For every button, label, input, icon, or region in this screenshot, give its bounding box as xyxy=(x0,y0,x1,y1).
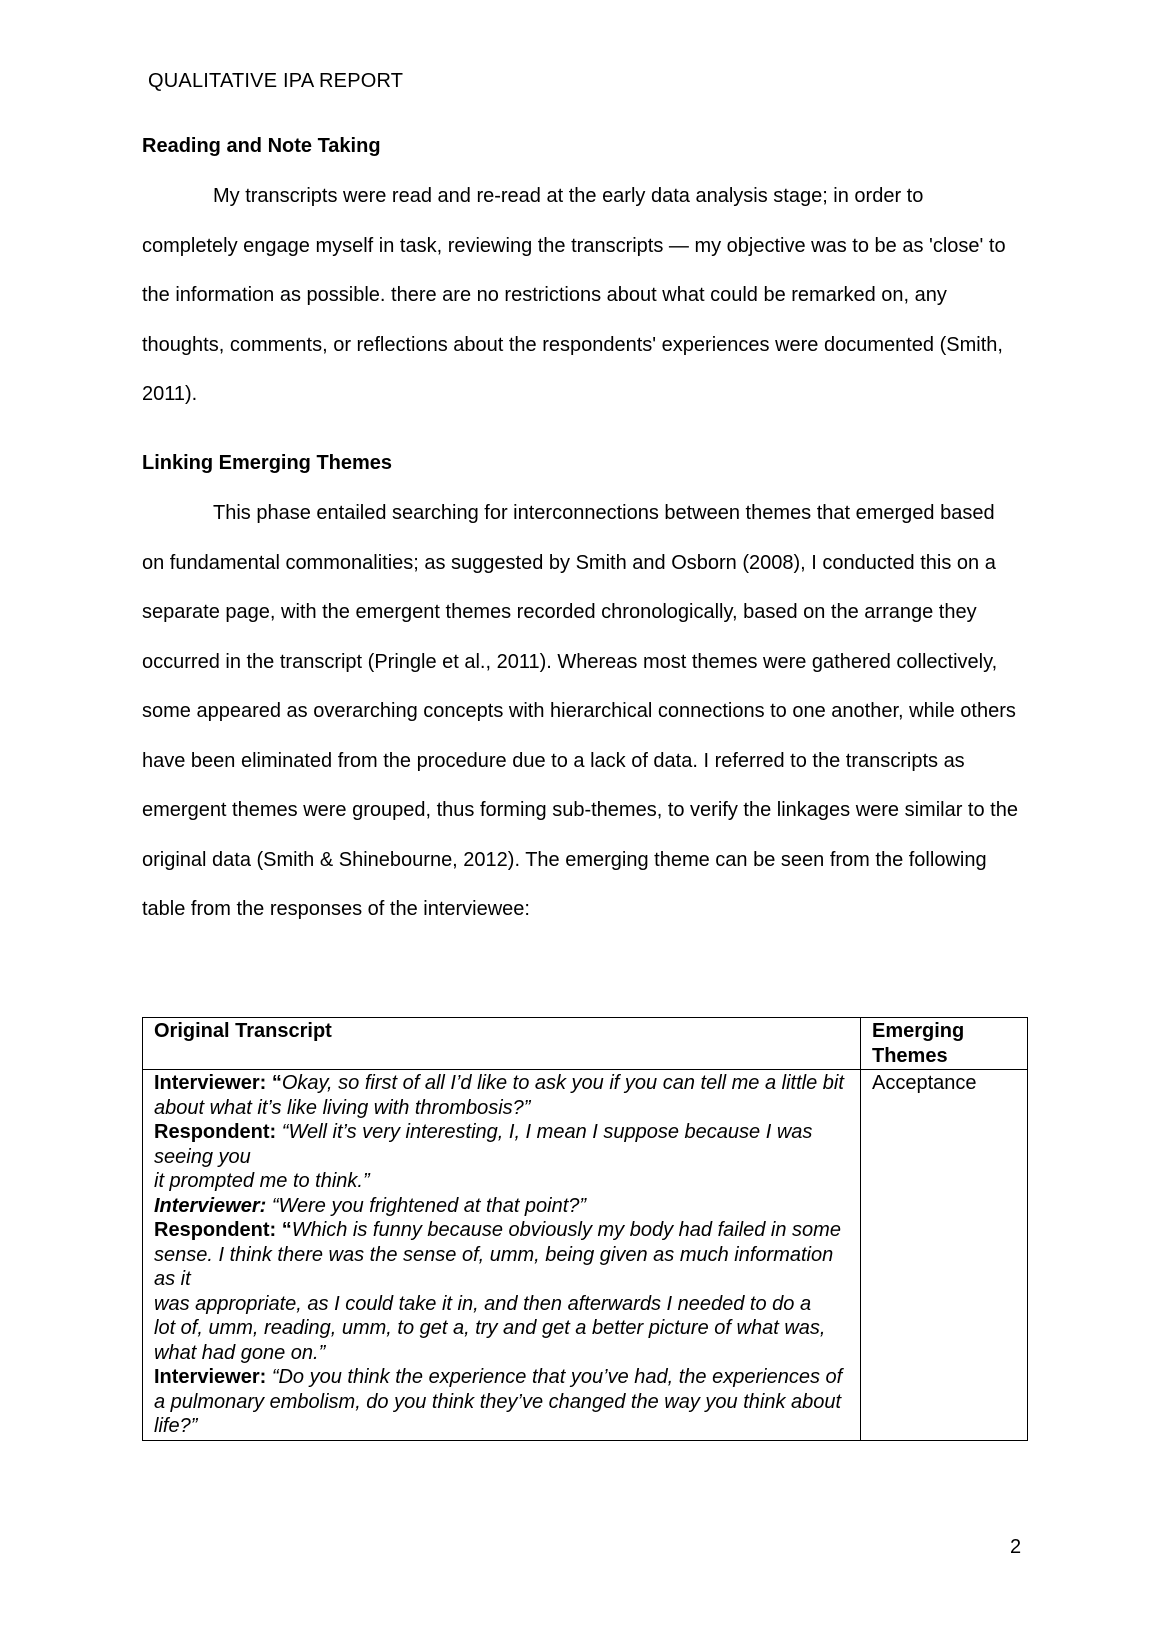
section-heading-linking: Linking Emerging Themes xyxy=(142,452,393,474)
table-row xyxy=(143,1070,1028,1441)
speaker-label: Respondent: xyxy=(154,1219,277,1241)
table-header-row xyxy=(143,1018,1028,1070)
quote-text: “Were you frightened at that point?” xyxy=(271,1194,587,1217)
page-number: 2 xyxy=(1010,1536,1022,1558)
header-emerging-themes: Emerging Themes xyxy=(861,1018,1028,1070)
speaker-label: Respondent: xyxy=(154,1121,277,1143)
paragraph-reading: My transcripts were read and re-read at the early data analysis stage; in order to completely engage myself in task, reviewing the transcripts — my objective was to be as 'close' to the information as possible. there are no restrictions about what could be remarked on, any thoughts, comments, or reflections about the respondents' experiences were documented (Smith, 2011). xyxy=(142,185,1006,405)
transcript-cell xyxy=(143,1070,861,1441)
transcript-line: lot of, umm, reading, umm, to get a, try and get a better picture of what was, xyxy=(154,1317,826,1339)
transcript-line: was appropriate, as I could take it in, and then afterwards I needed to do a xyxy=(154,1292,812,1315)
speaker-label: Interviewer: xyxy=(154,1366,267,1388)
transcript-line: what had gone on.” xyxy=(154,1341,326,1364)
transcript-line xyxy=(154,1071,850,1120)
transcript-line xyxy=(154,1120,850,1169)
speaker-label: Interviewer: xyxy=(154,1194,267,1217)
paragraph-linking: This phase entailed searching for interconnections between themes that emerged based on fundamental commonalities; as suggested by Smith and Osborn (2008), I conducted this on a separate page, with the emergent themes recorded chronologically, based on the arrange they occurred in the transcript (Pringle et al., 2011). Whereas most themes were gathered collectively, some appeared as overarching concepts with hierarchical connections to one another, while others have been eliminated from the procedure due to a lack of data. I referred to the transcripts as emergent themes were grouped, thus forming sub-themes, to verify the linkages were similar to the original data (Smith & Shinebourne, 2012). The emerging theme can be seen from the following table from the responses of the interviewee: xyxy=(142,502,1018,920)
quote-text: “Do you think the experience that you’ve had, the experiences of a pulmonary embolism, do you think they’ve changed the way you think about life?” xyxy=(154,1366,843,1437)
emerging-themes-table xyxy=(142,1017,1028,1441)
section-heading-reading: Reading and Note Taking xyxy=(142,135,381,157)
speaker-label: Interviewer: xyxy=(154,1072,267,1094)
running-head: QUALITATIVE IPA REPORT xyxy=(148,70,404,92)
header-original-transcript: Original Transcript xyxy=(143,1018,861,1070)
transcript-line xyxy=(154,1194,850,1219)
quote-text: Which is funny because obviously my body had failed in some sense. I think there was the sense of, umm, being given as much information as it xyxy=(154,1219,841,1290)
transcript-line: it prompted me to think.” xyxy=(154,1170,370,1192)
opening-quote: “ xyxy=(271,1072,282,1094)
theme-cell: Acceptance xyxy=(861,1070,1028,1441)
quote-text: “Well it’s very interesting, I, I mean I suppose because I was seeing you xyxy=(154,1121,813,1168)
quote-text: Okay, so first of all I’d like to ask you if you can tell me a little bit about what it’s like living with thrombosis?” xyxy=(154,1072,844,1119)
opening-quote: “ xyxy=(281,1219,292,1241)
transcript-line xyxy=(154,1218,850,1292)
transcript-line xyxy=(154,1365,850,1439)
